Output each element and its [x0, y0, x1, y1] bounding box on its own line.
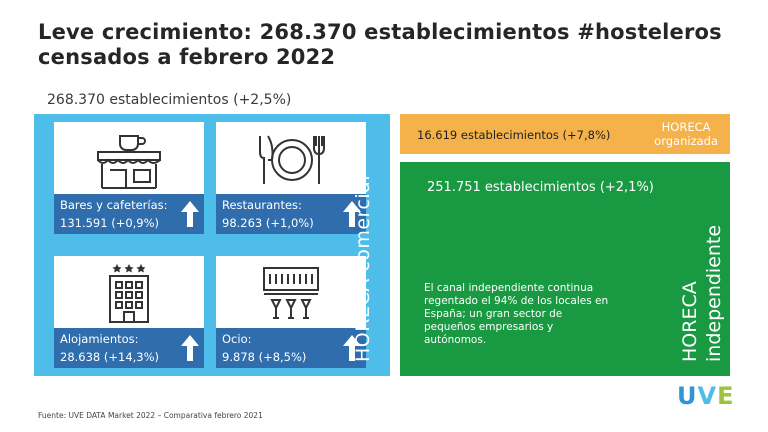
independent-label-line2: independiente [703, 224, 725, 362]
card-band [216, 328, 366, 368]
leisure-venue-icon [216, 260, 366, 324]
independent-label-line1: HORECA [679, 281, 701, 362]
card-band [54, 194, 204, 234]
logo-letter-v: V [697, 382, 718, 410]
card-band [54, 328, 204, 368]
slide-title-line2: censados a febrero 2022 [38, 45, 336, 69]
slide-title [38, 20, 738, 70]
organized-label-line1: HORECA [661, 120, 711, 134]
card-alojamientos [54, 256, 204, 368]
slide-title-line1: Leve crecimiento: 268.370 establecimientos #hosteleros [38, 20, 722, 44]
cafe-storefront-icon [54, 126, 204, 190]
up-arrow-icon [180, 333, 200, 363]
independent-description: El canal independiente continua regentado el 94% de los locales en España; un gran sector de pequeños empresarios y autónomos. [424, 282, 609, 346]
logo-letter-e: E [717, 382, 735, 410]
card-bares-cafeterias [54, 122, 204, 234]
hotel-building-icon [54, 260, 204, 324]
organized-value: 16.619 establecimientos (+7,8%) [417, 128, 611, 142]
card-value: 9.878 (+8,5%) [222, 350, 307, 364]
card-label: Bares y cafeterías: [60, 198, 168, 212]
source-note: Fuente: UVE DATA Market 2022 – Comparativa febrero 2021 [38, 411, 263, 420]
horeca-commercial-label: HORECA comercial [352, 174, 374, 362]
up-arrow-icon [180, 199, 200, 229]
card-value: 131.591 (+0,9%) [60, 216, 160, 230]
horeca-independent-label [678, 225, 726, 362]
total-establishments: 268.370 establecimientos (+2,5%) [47, 92, 292, 108]
card-label: Ocio: [222, 332, 252, 346]
card-label: Alojamientos: [60, 332, 139, 346]
organized-label-line2: organizada [654, 134, 718, 148]
horeca-organized-panel [400, 114, 730, 154]
fork-plate-knife-icon [216, 126, 366, 190]
independent-value: 251.751 establecimientos (+2,1%) [427, 180, 654, 195]
uve-logo [677, 382, 734, 410]
card-label: Restaurantes: [222, 198, 302, 212]
card-value: 28.638 (+14,3%) [60, 350, 160, 364]
logo-letter-u: U [677, 382, 698, 410]
card-band [216, 194, 366, 234]
card-ocio [216, 256, 366, 368]
card-value: 98.263 (+1,0%) [222, 216, 314, 230]
card-restaurantes [216, 122, 366, 234]
organized-label [654, 120, 718, 148]
